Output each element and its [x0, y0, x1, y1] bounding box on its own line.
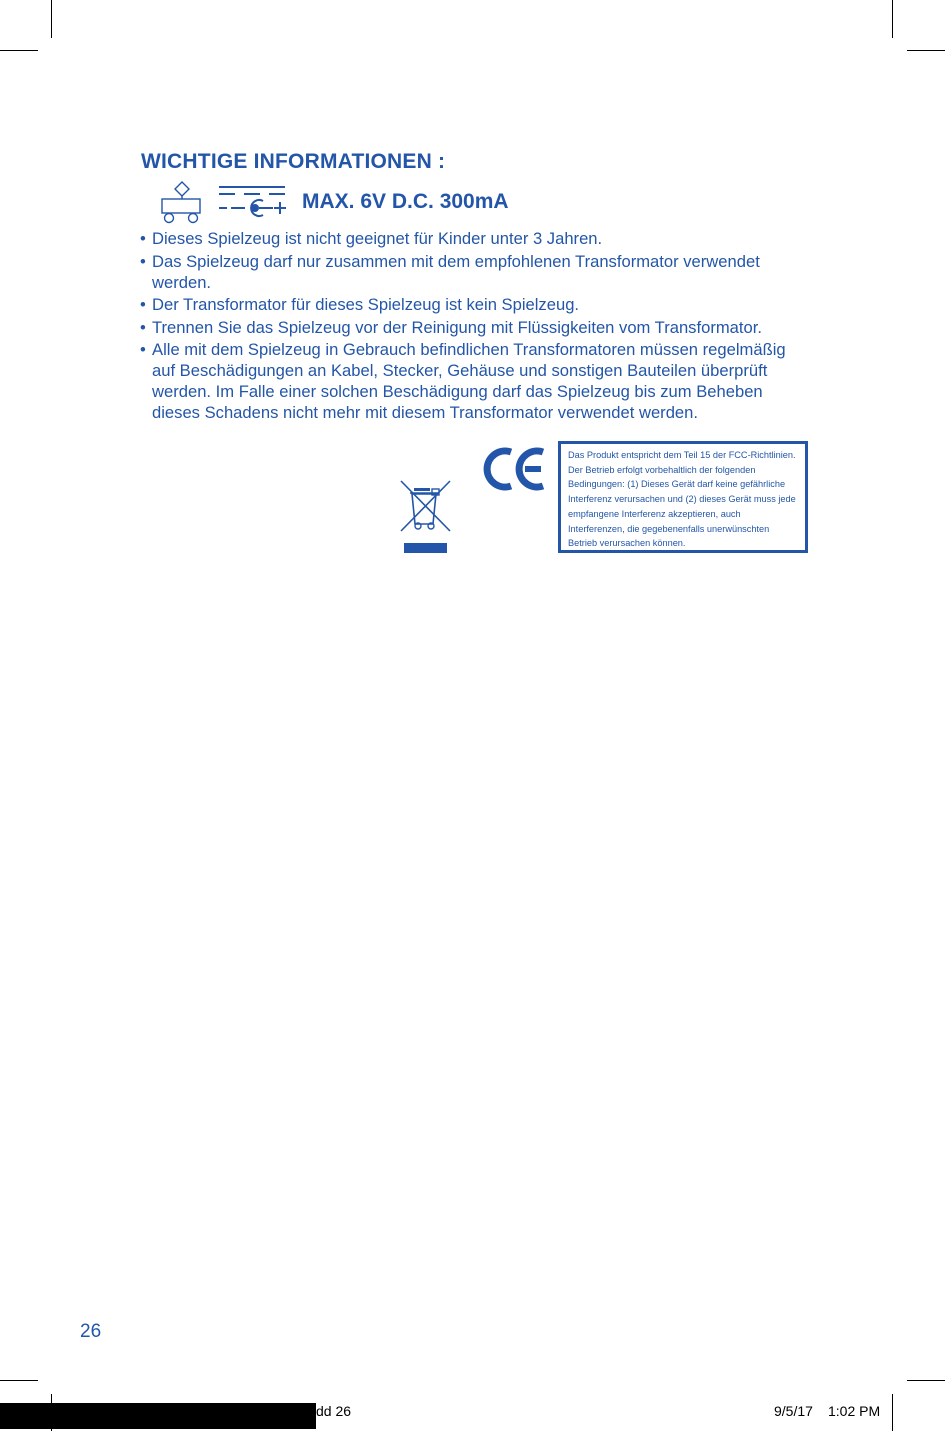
list-item: [140, 317, 810, 338]
list-item-text: Der Transformator für dieses Spielzeug ist kein Spielzeug.: [152, 295, 580, 314]
slug-date: 9/5/17: [774, 1403, 813, 1419]
fcc-notice-box: [558, 441, 808, 553]
bullet-marker: •: [140, 251, 146, 271]
fcc-notice-text: Das Produkt entspricht dem Teil 15 der FCC-Richtlinien. Der Betrieb erfolgt vorbehaltlich der folgenden Bedingungen: (1) Dieses Gerät darf keine gefährliche Interferenz verursachen und (2) dieses Gerät muss jede empfangene Interferenz akzeptieren, auch Interferenzen, die gegebenenfalls unerwünschten Betrieb verursachen können.: [568, 450, 796, 549]
page-title: WICHTIGE INFORMATIONEN :: [141, 150, 446, 173]
crop-mark: [51, 0, 52, 38]
page-number: 26: [80, 1321, 102, 1342]
ce-mark-icon: [483, 446, 547, 492]
list-item: [140, 339, 810, 423]
crop-mark: [892, 0, 893, 38]
crop-mark: [0, 1380, 38, 1381]
toy-transformer-icon: [160, 181, 204, 225]
list-item: [140, 251, 810, 293]
bullet-marker: •: [140, 317, 146, 337]
crop-mark: [907, 50, 945, 51]
power-rating: MAX. 6V D.C. 300mA: [302, 190, 509, 213]
crop-mark: [907, 1380, 945, 1381]
dc-polarity-icon: [217, 185, 289, 221]
list-item: [140, 294, 810, 315]
slug-time: 1:02 PM: [828, 1403, 881, 1419]
list-item-text: Dieses Spielzeug ist nicht geeignet für Kinder unter 3 Jahren.: [152, 229, 603, 248]
list-item-text: Alle mit dem Spielzeug in Gebrauch befindlichen Transformatoren müssen regelmäßig auf Beschädigungen an Kabel, Stecker, Gehäuse und sonstigen Bauteilen überprüft werden. Im Falle einer solchen Beschädigung darf das Spielzeug bis zum Beheben dieses Schadens nicht mehr mit diesem Transformator verwendet werden.: [152, 340, 786, 422]
slug-redaction-bar: [0, 1403, 316, 1429]
slug-file: dd 26: [316, 1403, 352, 1419]
crop-mark: [0, 50, 38, 51]
list-item: [140, 228, 810, 249]
list-item-text: Trennen Sie das Spielzeug vor der Reinigung mit Flüssigkeiten vom Transformator.: [152, 317, 762, 337]
bullet-marker: •: [140, 295, 146, 314]
safety-list: [140, 228, 810, 425]
crop-mark: [892, 1394, 893, 1431]
bullet-marker: •: [140, 229, 146, 248]
weee-bin-icon: [398, 478, 454, 554]
bullet-marker: •: [140, 340, 146, 359]
list-item-text: Das Spielzeug darf nur zusammen mit dem empfohlenen Transformator verwendet werden.: [152, 251, 760, 292]
